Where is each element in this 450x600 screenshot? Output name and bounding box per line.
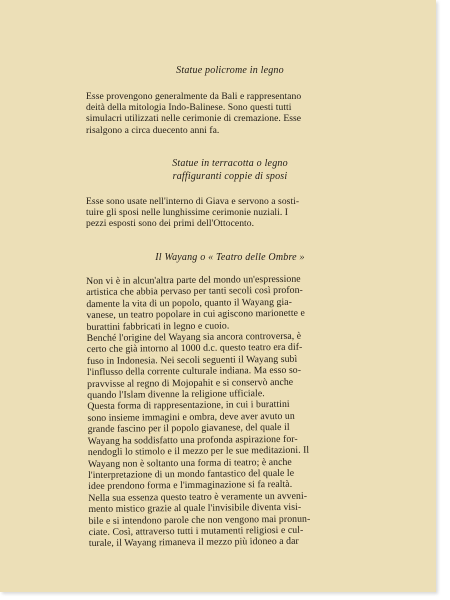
page-content — [86, 64, 374, 550]
section-text-polychrome-statues — [86, 91, 374, 136]
text-line: tuire gli sposi nelle lunghissime cerimonie nuziali. I — [86, 207, 288, 219]
text-line: damente la vita di un popolo, quanto il Wayang gia- — [86, 297, 292, 311]
text-line: grande fascino per il popolo giavanese, del quale il — [87, 422, 290, 436]
text-line: idee prendono forma e l'immaginazione si fa realtà. — [88, 479, 293, 493]
text-line: Non vi è in alcun'altra parte del mondo un'espressione — [86, 274, 301, 288]
text-line: vanese, un teatro popolare in cui agiscono marionette e — [86, 308, 305, 322]
text-line: simulacri utilizzati nelle cerimonie di cremazione. Esse — [86, 113, 302, 125]
text-line: certo che già intorno al 1000 d.c. questo teatro era dif- — [86, 342, 303, 356]
text-line: bile e si intendono parole che non vengono mai pronun- — [88, 513, 311, 527]
text-line: turale, il Wayang rimaneva il mezzo più idoneo a dar — [88, 536, 299, 550]
text-line: deità della mitologia Indo-Balinese. Sono questi tutti — [86, 102, 292, 114]
text-line: sono insieme immagini e ombra, deve aver avuto un — [87, 411, 295, 425]
text-line: mento mistico grazie al quale l'invisibile diventa visi- — [88, 502, 302, 516]
heading-line: Statue in terracotta o legno — [172, 157, 288, 169]
section-text-wayang — [86, 273, 377, 550]
text-line: l'influsso della corrente culturale indiana. Ma esso so- — [86, 365, 302, 379]
section-heading-wayang: Il Wayang o « Teatro delle Ombre » — [155, 252, 305, 264]
text-line: ciate. Così, attraverso tutti i mutamenti religiosi e cul- — [88, 525, 304, 539]
text-line: pezzi esposti sono dei primi dell'Ottocento. — [86, 218, 255, 230]
text-line: Benché l'origine del Wayang sia ancora controversa, è — [86, 331, 302, 345]
heading-line: raffiguranti coppie di sposi — [172, 170, 288, 182]
text-line: Wayang ha soddisfatto una profonda aspirazione for- — [87, 433, 298, 448]
text-line: pravvisse al regno di Mojopahit e si conservò anche — [87, 376, 294, 391]
text-line: nendogli lo stimolo e il mezzo per le sue meditazioni. Il — [87, 445, 310, 459]
text-line: Esse provengono generalmente da Bali e rappresentano — [86, 91, 302, 102]
text-line: burattini fabbricati in legno e cuoio. — [86, 320, 230, 334]
text-line: artistica che abbia pervaso per tanti secoli così profon- — [86, 285, 303, 299]
text-line: Esse sono usate nell'interno di Giava e servono a sosti- — [86, 195, 300, 207]
text-line: Nella sua essenza questo teatro è veramente un avveni- — [88, 490, 308, 505]
text-line: Wayang non è soltanto una forma di teatro; è anche — [87, 456, 292, 470]
text-line: risalgono a circa duecento anni fa. — [86, 124, 220, 136]
text-line: quando l'Islam divenne la religione ufficiale. — [87, 388, 265, 402]
text-line: Questa forma di rappresentazione, in cui i burattini — [87, 399, 290, 413]
text-line: l'interpretazione di un mondo fantastico del quale le — [88, 468, 295, 482]
section-heading-polychrome-statues: Statue policrome in legno — [176, 65, 284, 76]
section-text-terracotta-statues — [86, 196, 374, 230]
section-heading-terracotta-statues — [86, 157, 374, 183]
text-line: fuso in Indonesia. Nei secoli seguenti il Wayang subì — [86, 354, 298, 368]
